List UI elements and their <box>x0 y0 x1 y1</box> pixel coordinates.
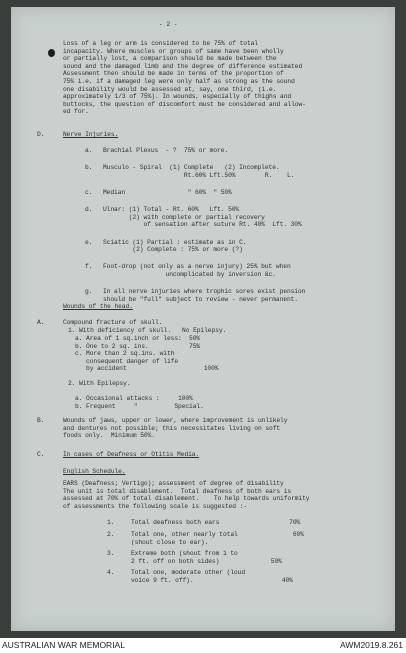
scale-line: Total one, other nearly total 60% <box>131 531 304 538</box>
item-letter: f. <box>85 263 93 271</box>
intro-line: approximately 1/3 of 75%). In wounds, especially of thighs and <box>63 93 292 101</box>
list-line: consequent danger of life <box>75 357 179 365</box>
item-letter: d. <box>85 206 93 214</box>
intro-line: incapacity. Where muscles or groups of same have been wholly <box>63 47 284 55</box>
document-text <box>11 7 395 631</box>
item-line: (2) Complete : 75% or more (?) <box>103 246 243 254</box>
body-line: EARS (Deafness; Vertigo); assessment of degree of disability <box>63 480 284 487</box>
page-number: - 2 - <box>159 21 178 28</box>
item-letter: a. <box>85 147 93 154</box>
body-line: foods only. Minimum 50%. <box>63 432 155 440</box>
body-line: and dentures not possible; this necessitates living on soft <box>63 424 281 432</box>
section-heading: English Schedule. <box>63 468 126 475</box>
document-page <box>11 7 395 631</box>
item-letter: b. <box>85 164 93 172</box>
item-letter: c. <box>85 189 93 196</box>
scale-line: 2 ft. off on both sides) 50% <box>131 557 282 565</box>
section-label: D. <box>37 131 45 138</box>
list-line: c. More than 2 sq.ins. with <box>75 350 175 358</box>
item-line: of sensation after suture Rt. 40% Lft. 30% <box>103 221 302 229</box>
subsection-line: 2. With Epilepsy. <box>68 380 131 387</box>
footer-bar <box>0 638 406 653</box>
section-label: C. <box>37 451 45 458</box>
item-line: (2) with complete or partial recovery <box>103 213 265 221</box>
intro-line: Assessment then should be made in terms of the proportion of <box>63 70 284 78</box>
item-line: Ulnar: (1) Total - Rt. 60% Lft. 50% <box>103 206 240 214</box>
intro-line: 75% i.e. if a damaged leg were only half as strong as the sound <box>63 78 295 85</box>
subsection-line: 1. With deficiency of skull. No Epilepsy. <box>68 327 227 334</box>
body-line: of assessments the following scale is suggested :- <box>63 502 247 510</box>
section-label: A. <box>37 319 45 326</box>
scale-line: voice 9 ft. off). 40% <box>131 577 293 584</box>
item-line: In all nerve injuries where trophic sores exist pension <box>103 288 306 296</box>
item-line: Rt.60% Lft.50% R. L. <box>103 171 295 179</box>
footer-accession-number: AWM2019.8.261 <box>340 640 403 650</box>
intro-line: or partially lost, a comparison should be made between the <box>63 55 277 63</box>
scale-line: (shout close to ear). <box>131 538 209 546</box>
scale-number: 3. <box>107 550 115 558</box>
intro-line: buttocks, the question of discomfort must be considered and allow- <box>63 100 306 108</box>
intro-line: one disability would be assessed at, say, one third, (i.e. <box>63 85 277 93</box>
item-letter: e. <box>85 238 93 246</box>
scale-line: Total one, moderate other (loud <box>131 569 246 577</box>
item-letter: g. <box>85 288 93 296</box>
section-heading: In cases of Deafness or Otitis Media. <box>63 451 200 458</box>
section-heading: Nerve Injuries. <box>63 131 119 138</box>
item-line: should be "full" subject to review - never permanent. <box>103 295 298 303</box>
scale-line: Extreme both (shout from 1 to <box>131 550 238 558</box>
subsection-title: Compound fracture of skull. <box>63 319 163 326</box>
section-label: B. <box>37 417 45 425</box>
scale-line: Total deafness both ears 70% <box>131 519 301 527</box>
list-line: a. Occasional attacks : 100% <box>75 395 193 402</box>
item-line: uncomplicated by inversion &c. <box>103 271 276 278</box>
item-line: Sciatic (1) Partial : estimate as in C. <box>103 238 247 246</box>
item-line: Brachial Plexus - ? 75% or more. <box>103 147 229 154</box>
item-line: Foot-drop (not only as a nerve injury) 25% but when <box>103 263 291 271</box>
list-line: a. Area of 1 sq.inch or less: 50% <box>75 335 201 342</box>
body-line: The unit is total disablement. Total deafness of both ears is <box>63 487 292 495</box>
item-line: Musculo - Spiral (1) Complete (2) Incomplete. <box>103 164 280 172</box>
scale-number: 1. <box>107 519 115 527</box>
list-line: b. Frequent " Special. <box>75 402 204 410</box>
list-line: by accident 100% <box>75 365 219 373</box>
footer-institution: AUSTRALIAN WAR MEMORIAL <box>2 640 125 650</box>
intro-line: Loss of a leg or arm is considered to be 75% of total <box>63 40 258 47</box>
body-line: assessed at 70% of total disablement. To help towards uniformity <box>63 495 310 503</box>
item-line: Median " 60% " 50% <box>103 189 232 196</box>
list-line: b. One to 2 sq. ins. 75% <box>75 342 201 350</box>
scale-number: 4. <box>107 569 115 577</box>
intro-line: ed for. <box>63 108 89 116</box>
scale-number: 2. <box>107 531 115 538</box>
intro-line: sound and the damaged limb and the degree of difference estimated <box>63 62 303 70</box>
section-heading: Wounds of the head. <box>63 303 133 310</box>
body-line: Wounds of jaws, upper or lower, where improvement is unlikely <box>63 417 288 425</box>
